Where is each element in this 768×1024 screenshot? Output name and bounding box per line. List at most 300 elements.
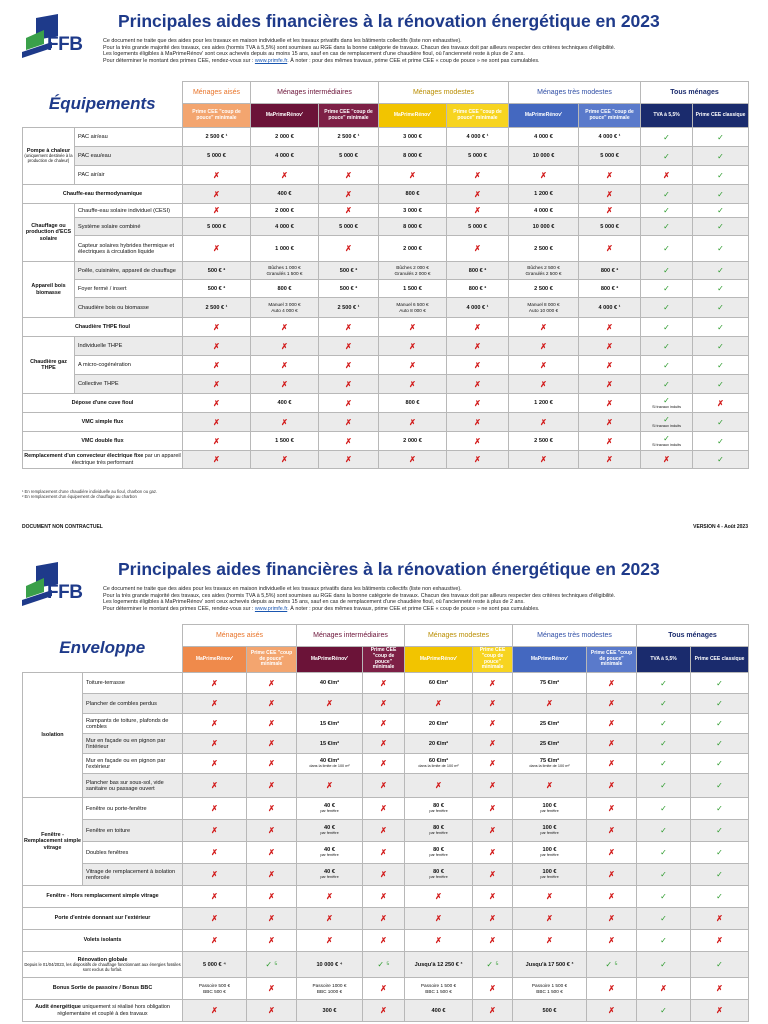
amount-value: 40 €/m² — [319, 758, 340, 765]
value-cell — [251, 375, 319, 394]
value-cell — [319, 451, 379, 469]
cross-icon: ✗ — [213, 417, 220, 427]
value-cell — [641, 218, 693, 236]
cell-note: par fenêtre — [540, 809, 559, 814]
primfe-link[interactable]: www.primfe.fr — [254, 605, 288, 612]
value-cell — [509, 147, 579, 166]
cross-icon: ✗ — [546, 936, 553, 945]
amount-value: 2 000 € — [275, 207, 294, 214]
cell-note: dans la limite de 100 m² — [309, 764, 350, 769]
value-cell — [183, 185, 251, 204]
value-cell — [247, 1000, 297, 1022]
check-icon: ✓ — [717, 341, 724, 351]
value-cell — [641, 128, 693, 147]
cross-icon: ✗ — [489, 719, 496, 728]
cross-icon: ✗ — [213, 436, 220, 446]
value-cell — [641, 451, 693, 469]
amount-value: 100 € — [542, 825, 557, 832]
value-cell — [473, 820, 513, 842]
amount-value: 25 €/m² — [539, 740, 560, 747]
value-cell — [379, 236, 447, 262]
value-cell — [319, 298, 379, 318]
value-cell — [513, 952, 587, 978]
cross-icon: ✗ — [606, 322, 613, 332]
value-cell — [473, 754, 513, 774]
cross-icon: ✗ — [660, 984, 667, 993]
subheader-cee-cdp: Prime CEE "coup de pouce" minimale — [587, 647, 637, 673]
cross-icon: ✗ — [326, 699, 333, 708]
value-cell — [183, 798, 247, 820]
check-icon: ✓ — [660, 719, 667, 728]
value-cell — [579, 375, 641, 394]
check-icon: ✓ — [717, 360, 724, 370]
cross-icon: ✗ — [326, 936, 333, 945]
value-cell — [297, 734, 363, 754]
cross-icon: ✗ — [608, 870, 615, 879]
table-row — [23, 318, 749, 337]
value-cell — [363, 952, 405, 978]
value-cell — [579, 262, 641, 280]
value-cell — [251, 298, 319, 318]
value-cell — [637, 734, 691, 754]
value-cell — [297, 978, 363, 1000]
cell-note: par fenêtre — [320, 831, 339, 836]
cross-icon: ✗ — [489, 1006, 496, 1015]
subheader-cee-cdp: Prime CEE "coup de pouce" minimale — [319, 104, 379, 128]
amount-value: Granulés 1 500 € — [266, 270, 303, 276]
value-cell — [251, 128, 319, 147]
document-non-contractuel: DOCUMENT NON CONTRACTUEL — [22, 524, 103, 530]
amount-value: 5 000 € — [207, 153, 226, 159]
value-cell — [183, 262, 251, 280]
value-cell — [691, 1000, 749, 1022]
cross-icon: ✗ — [540, 417, 547, 427]
value-cell — [447, 185, 509, 204]
subheader-mpr: MaPrimeRénov' — [509, 104, 579, 128]
value-cell — [319, 337, 379, 356]
value-cell — [183, 734, 247, 754]
check-icon: ✓ — [660, 960, 667, 969]
cross-icon: ✗ — [211, 826, 218, 835]
cell-note: dans la limite de 100 m² — [529, 764, 570, 769]
value-cell — [251, 356, 319, 375]
check-icon: ✓ — [663, 132, 670, 142]
value-cell — [363, 694, 405, 714]
value-cell — [363, 798, 405, 820]
value-cell — [183, 413, 251, 432]
subheader-tva: TVA à 5,5% — [637, 647, 691, 673]
value-cell — [183, 754, 247, 774]
amount-value: 25 €/m² — [539, 720, 560, 727]
cross-icon: ✗ — [606, 360, 613, 370]
amount-value: 1 000 € — [275, 245, 294, 252]
value-cell — [509, 262, 579, 280]
cross-icon: ✗ — [409, 170, 416, 180]
value-cell — [693, 318, 749, 337]
subheader-tva: TVA à 5,5% — [641, 104, 693, 128]
row-label: Fenêtre en toiture — [83, 820, 183, 842]
value-cell — [379, 147, 447, 166]
check-icon: ✓ — [716, 719, 723, 728]
cross-icon: ✗ — [211, 759, 218, 768]
value-cell — [447, 356, 509, 375]
row-label: Chaudière bois ou biomasse — [75, 298, 183, 318]
amount-value: 5 000 € — [207, 223, 226, 230]
cell-note: par fenêtre — [429, 809, 448, 814]
value-cell — [447, 451, 509, 469]
value-cell — [579, 298, 641, 318]
value-cell — [641, 280, 693, 298]
amount-value: 40 € — [324, 825, 335, 832]
value-cell — [691, 798, 749, 820]
amount-value: Auto 4 000 € — [271, 307, 298, 313]
value-cell — [247, 930, 297, 952]
value-cell — [509, 432, 579, 451]
table-row — [23, 394, 749, 413]
cross-icon: ✗ — [345, 341, 352, 351]
cross-icon: ✗ — [716, 914, 723, 923]
category-label: Chauffage ou production d'ECS solaire — [23, 204, 75, 262]
value-cell — [183, 298, 251, 318]
amount-value: 5 000 € — [339, 223, 358, 230]
table-row — [23, 432, 749, 451]
check-icon: ✓ — [660, 870, 667, 879]
check-icon: ✓ — [716, 678, 723, 688]
cross-icon: ✗ — [716, 1006, 723, 1015]
amount-value: 40 €/m² — [319, 680, 340, 686]
table-row — [23, 375, 749, 394]
cross-icon: ✗ — [409, 341, 416, 351]
cross-icon: ✗ — [489, 739, 496, 748]
value-cell — [247, 842, 297, 864]
value-cell — [379, 204, 447, 218]
value-cell — [405, 774, 473, 798]
check-icon: ✓ — [660, 781, 667, 790]
row-label: Mur en façade ou en pignon par l'intérieur — [83, 734, 183, 754]
value-cell — [693, 147, 749, 166]
cross-icon: ✗ — [608, 699, 615, 708]
cross-icon: ✗ — [213, 170, 220, 180]
value-cell — [363, 864, 405, 886]
subheader-mpr: MaPrimeRénov' — [513, 647, 587, 673]
value-cell — [587, 930, 637, 952]
table-row — [23, 842, 749, 864]
value-cell — [691, 886, 749, 908]
value-cell — [247, 798, 297, 820]
amount-value: Jusqu'à 12 250 € ³ — [414, 961, 463, 968]
cross-icon: ✗ — [663, 455, 670, 464]
value-cell — [379, 356, 447, 375]
value-cell — [579, 356, 641, 375]
header-menages-aises: Ménages aisés — [183, 82, 251, 104]
check-icon: ✓ — [660, 759, 667, 768]
subheader-cee-cdp: Prime CEE "coup de pouce" minimale — [183, 104, 251, 128]
value-cell — [637, 694, 691, 714]
row-label: Capteur solaires hybrides thermique et électriques à circulation liquide — [75, 236, 183, 262]
check-icon: ✓ — [663, 266, 670, 275]
cross-icon: ✗ — [211, 1006, 218, 1015]
check-icon: ✓ — [716, 848, 723, 857]
value-cell — [637, 1000, 691, 1022]
value-cell — [637, 820, 691, 842]
value-cell — [363, 754, 405, 774]
row-label: Toiture-terrasse — [83, 673, 183, 694]
value-cell — [579, 413, 641, 432]
primfe-link[interactable]: www.primfe.fr — [254, 57, 288, 64]
table-row — [23, 218, 749, 236]
value-cell — [319, 432, 379, 451]
cross-icon: ✗ — [380, 699, 387, 708]
value-cell — [473, 930, 513, 952]
value-cell — [447, 298, 509, 318]
intro-text: Ce document ne traite que des aides pour les travaux en maison individuelle et les travaux privatifs dans les bâtiments collectifs (liste non exhaustive). Pour la très grande majorité des travaux, ces aides (hormis TVA à 5,5%) sont soumises au RGE dans la bonne catégorie de travaux. Chacun des travaux doit par ailleurs respecter des critères techniques d'éligibilité. Les logements éligibles à MaPrimeRénov' sont ceux achevés depuis au moins 15 ans, sauf en cas de remplacement d'une chaudière fioul, où l'ancienneté reste à plus de 2 ans. Pour déterminer le montant des primes CEE, rendez-vous sur : www.primfe.fr. À noter : pour des mêmes travaux, prime CEE et prime CEE « coup de pouce » ne sont pas cumulables. — [103, 586, 616, 612]
table-row — [23, 798, 749, 820]
value-cell — [691, 908, 749, 930]
value-cell — [297, 886, 363, 908]
cross-icon: ✗ — [268, 759, 275, 768]
cross-icon: ✗ — [326, 892, 333, 901]
cross-icon: ✗ — [540, 170, 547, 180]
value-cell — [297, 842, 363, 864]
cross-icon: ✗ — [281, 379, 288, 389]
cross-icon: ✗ — [717, 398, 724, 408]
cross-icon: ✗ — [474, 189, 481, 199]
category-label: Chauffe-eau thermodynamique — [23, 185, 183, 204]
value-cell — [251, 185, 319, 204]
amount-value: 500 € — [542, 1007, 557, 1014]
value-cell — [509, 356, 579, 375]
cross-icon: ✗ — [608, 719, 615, 728]
value-cell — [693, 280, 749, 298]
value-cell — [363, 1000, 405, 1022]
value-cell — [363, 908, 405, 930]
value-cell — [379, 166, 447, 185]
cross-icon: ✗ — [546, 914, 553, 923]
cell-note: par fenêtre — [320, 875, 339, 880]
value-cell — [579, 204, 641, 218]
subheader-cee-classique: Prime CEE classique — [693, 104, 749, 128]
cross-icon: ✗ — [281, 322, 288, 332]
amount-value: 40 € — [324, 803, 335, 810]
cross-icon: ✗ — [606, 341, 613, 351]
value-cell — [509, 128, 579, 147]
value-cell — [587, 774, 637, 798]
value-cell — [693, 298, 749, 318]
cross-icon: ✗ — [663, 170, 670, 180]
check-icon: ✓ — [716, 960, 723, 969]
value-cell — [247, 886, 297, 908]
value-cell — [405, 798, 473, 820]
value-cell — [513, 673, 587, 694]
row-label: PAC eau/eau — [75, 147, 183, 166]
amount-value: Granulés 2 500 € — [525, 270, 562, 276]
value-cell — [579, 432, 641, 451]
value-cell — [509, 337, 579, 356]
value-cell — [691, 930, 749, 952]
value-cell — [587, 734, 637, 754]
check-icon: ✓ — [663, 434, 670, 444]
cross-icon: ✗ — [211, 870, 218, 879]
cross-icon: ✗ — [213, 322, 220, 332]
cross-icon: ✗ — [474, 398, 481, 408]
value-cell — [183, 432, 251, 451]
category-label: Chaudière gaz THPE — [23, 337, 75, 394]
cell-note: dans la limite de 100 m² — [418, 764, 459, 769]
category-label: VMC double flux — [23, 432, 183, 451]
cross-icon: ✗ — [489, 759, 496, 768]
value-cell — [363, 714, 405, 734]
cross-icon: ✗ — [268, 826, 275, 835]
amount-value: 100 € — [542, 847, 557, 854]
value-cell — [247, 673, 297, 694]
cell-note: par fenêtre — [429, 831, 448, 836]
header-menages-tres-modestes: Ménages très modestes — [509, 82, 641, 104]
amount-value: Auto 10 000 € — [528, 307, 559, 313]
value-cell — [637, 978, 691, 1000]
amount-value: 2 500 € — [534, 245, 553, 252]
value-cell — [637, 673, 691, 694]
cross-icon: ✗ — [380, 984, 387, 993]
check-icon: ✓ — [660, 914, 667, 923]
value-cell — [473, 694, 513, 714]
value-cell — [405, 886, 473, 908]
value-cell — [297, 820, 363, 842]
row-label: Mur en façade ou en pignon par l'extérieur — [83, 754, 183, 774]
value-cell — [691, 714, 749, 734]
check-icon: ✓ — [717, 417, 724, 427]
amount-value: 5 000 € — [339, 153, 358, 159]
cross-icon: ✗ — [268, 804, 275, 813]
check-icon: ✓ ⁵ — [486, 960, 499, 969]
value-cell — [447, 166, 509, 185]
category-label: Fenêtre - Hors remplacement simple vitrage — [23, 886, 183, 908]
cell-note: par fenêtre — [429, 875, 448, 880]
check-icon: ✓ — [663, 396, 670, 406]
value-cell — [587, 952, 637, 978]
amount-value: 4 000 € — [534, 134, 553, 140]
row-label: Doubles fenêtres — [83, 842, 183, 864]
value-cell — [513, 694, 587, 714]
value-cell — [579, 451, 641, 469]
header-menages-modestes: Ménages modestes — [379, 82, 509, 104]
value-cell — [473, 798, 513, 820]
value-cell — [693, 413, 749, 432]
value-cell — [405, 930, 473, 952]
check-icon: ✓ — [717, 379, 724, 389]
amount-value: 5 000 € — [468, 153, 487, 159]
value-cell — [513, 978, 587, 1000]
cross-icon: ✗ — [213, 379, 220, 389]
cross-icon: ✗ — [606, 379, 613, 389]
check-icon: ✓ — [716, 781, 723, 790]
value-cell — [513, 798, 587, 820]
cross-icon: ✗ — [345, 170, 352, 180]
check-icon: ✓ — [716, 804, 723, 813]
value-cell — [641, 394, 693, 413]
value-cell — [693, 204, 749, 218]
cell-note: Si travaux induits — [652, 405, 681, 410]
value-cell — [447, 147, 509, 166]
cross-icon: ✗ — [281, 455, 288, 464]
table-row — [23, 128, 749, 147]
check-icon: ✓ — [717, 436, 724, 446]
subheader-cee-cdp: Prime CEE "coup de pouce" minimale — [579, 104, 641, 128]
cell-note: par fenêtre — [320, 853, 339, 858]
row-label: Poêle, cuisinière, appareil de chauffage — [75, 262, 183, 280]
value-cell — [183, 820, 247, 842]
amount-value: 80 € — [433, 869, 444, 876]
value-cell — [247, 774, 297, 798]
table-row — [23, 694, 749, 714]
value-cell — [513, 820, 587, 842]
value-cell — [319, 218, 379, 236]
value-cell — [509, 413, 579, 432]
cross-icon: ✗ — [345, 206, 352, 215]
value-cell — [587, 908, 637, 930]
value-cell — [473, 952, 513, 978]
value-cell — [319, 280, 379, 298]
cross-icon: ✗ — [435, 892, 442, 901]
value-cell — [379, 280, 447, 298]
cross-icon: ✗ — [281, 360, 288, 370]
cross-icon: ✗ — [435, 914, 442, 923]
check-icon: ✓ — [717, 266, 724, 275]
amount-value: Passoire 1 500 € — [531, 983, 568, 988]
value-cell — [247, 864, 297, 886]
value-cell — [691, 754, 749, 774]
value-cell — [693, 262, 749, 280]
cross-icon: ✗ — [211, 848, 218, 857]
amount-value: BBC 1 500 € — [536, 988, 563, 994]
cross-icon: ✗ — [380, 870, 387, 879]
amount-value: 800 € ² — [600, 267, 619, 274]
table-row — [23, 952, 749, 978]
cross-icon: ✗ — [281, 341, 288, 351]
cross-icon: ✗ — [211, 936, 218, 945]
value-cell — [183, 952, 247, 978]
value-cell — [473, 886, 513, 908]
value-cell — [247, 714, 297, 734]
cross-icon: ✗ — [281, 417, 288, 427]
check-icon: ✓ — [717, 303, 724, 312]
value-cell — [183, 694, 247, 714]
value-cell — [297, 714, 363, 734]
cross-icon: ✗ — [345, 244, 352, 253]
row-label: Plancher de combles perdus — [83, 694, 183, 714]
table-row — [23, 908, 749, 930]
cross-icon: ✗ — [606, 244, 613, 253]
amount-value: Auto 8 000 € — [399, 307, 426, 313]
subheader-mpr: MaPrimeRénov' — [379, 104, 447, 128]
row-label: PAC air/eau — [75, 128, 183, 147]
cross-icon: ✗ — [546, 892, 553, 901]
amount-value: 4 000 € ¹ — [598, 304, 621, 311]
amount-value: 8 000 € — [403, 223, 422, 230]
value-cell — [363, 930, 405, 952]
check-icon: ✓ — [663, 151, 670, 161]
value-cell — [513, 886, 587, 908]
cross-icon: ✗ — [345, 455, 352, 464]
cross-icon: ✗ — [474, 244, 481, 253]
cross-icon: ✗ — [489, 804, 496, 813]
amount-value: 60 €/m² — [428, 758, 449, 765]
value-cell — [405, 714, 473, 734]
value-cell — [637, 952, 691, 978]
value-cell — [691, 820, 749, 842]
cross-icon: ✗ — [489, 848, 496, 857]
check-icon: ✓ ⁵ — [605, 960, 618, 969]
cross-icon: ✗ — [268, 719, 275, 728]
